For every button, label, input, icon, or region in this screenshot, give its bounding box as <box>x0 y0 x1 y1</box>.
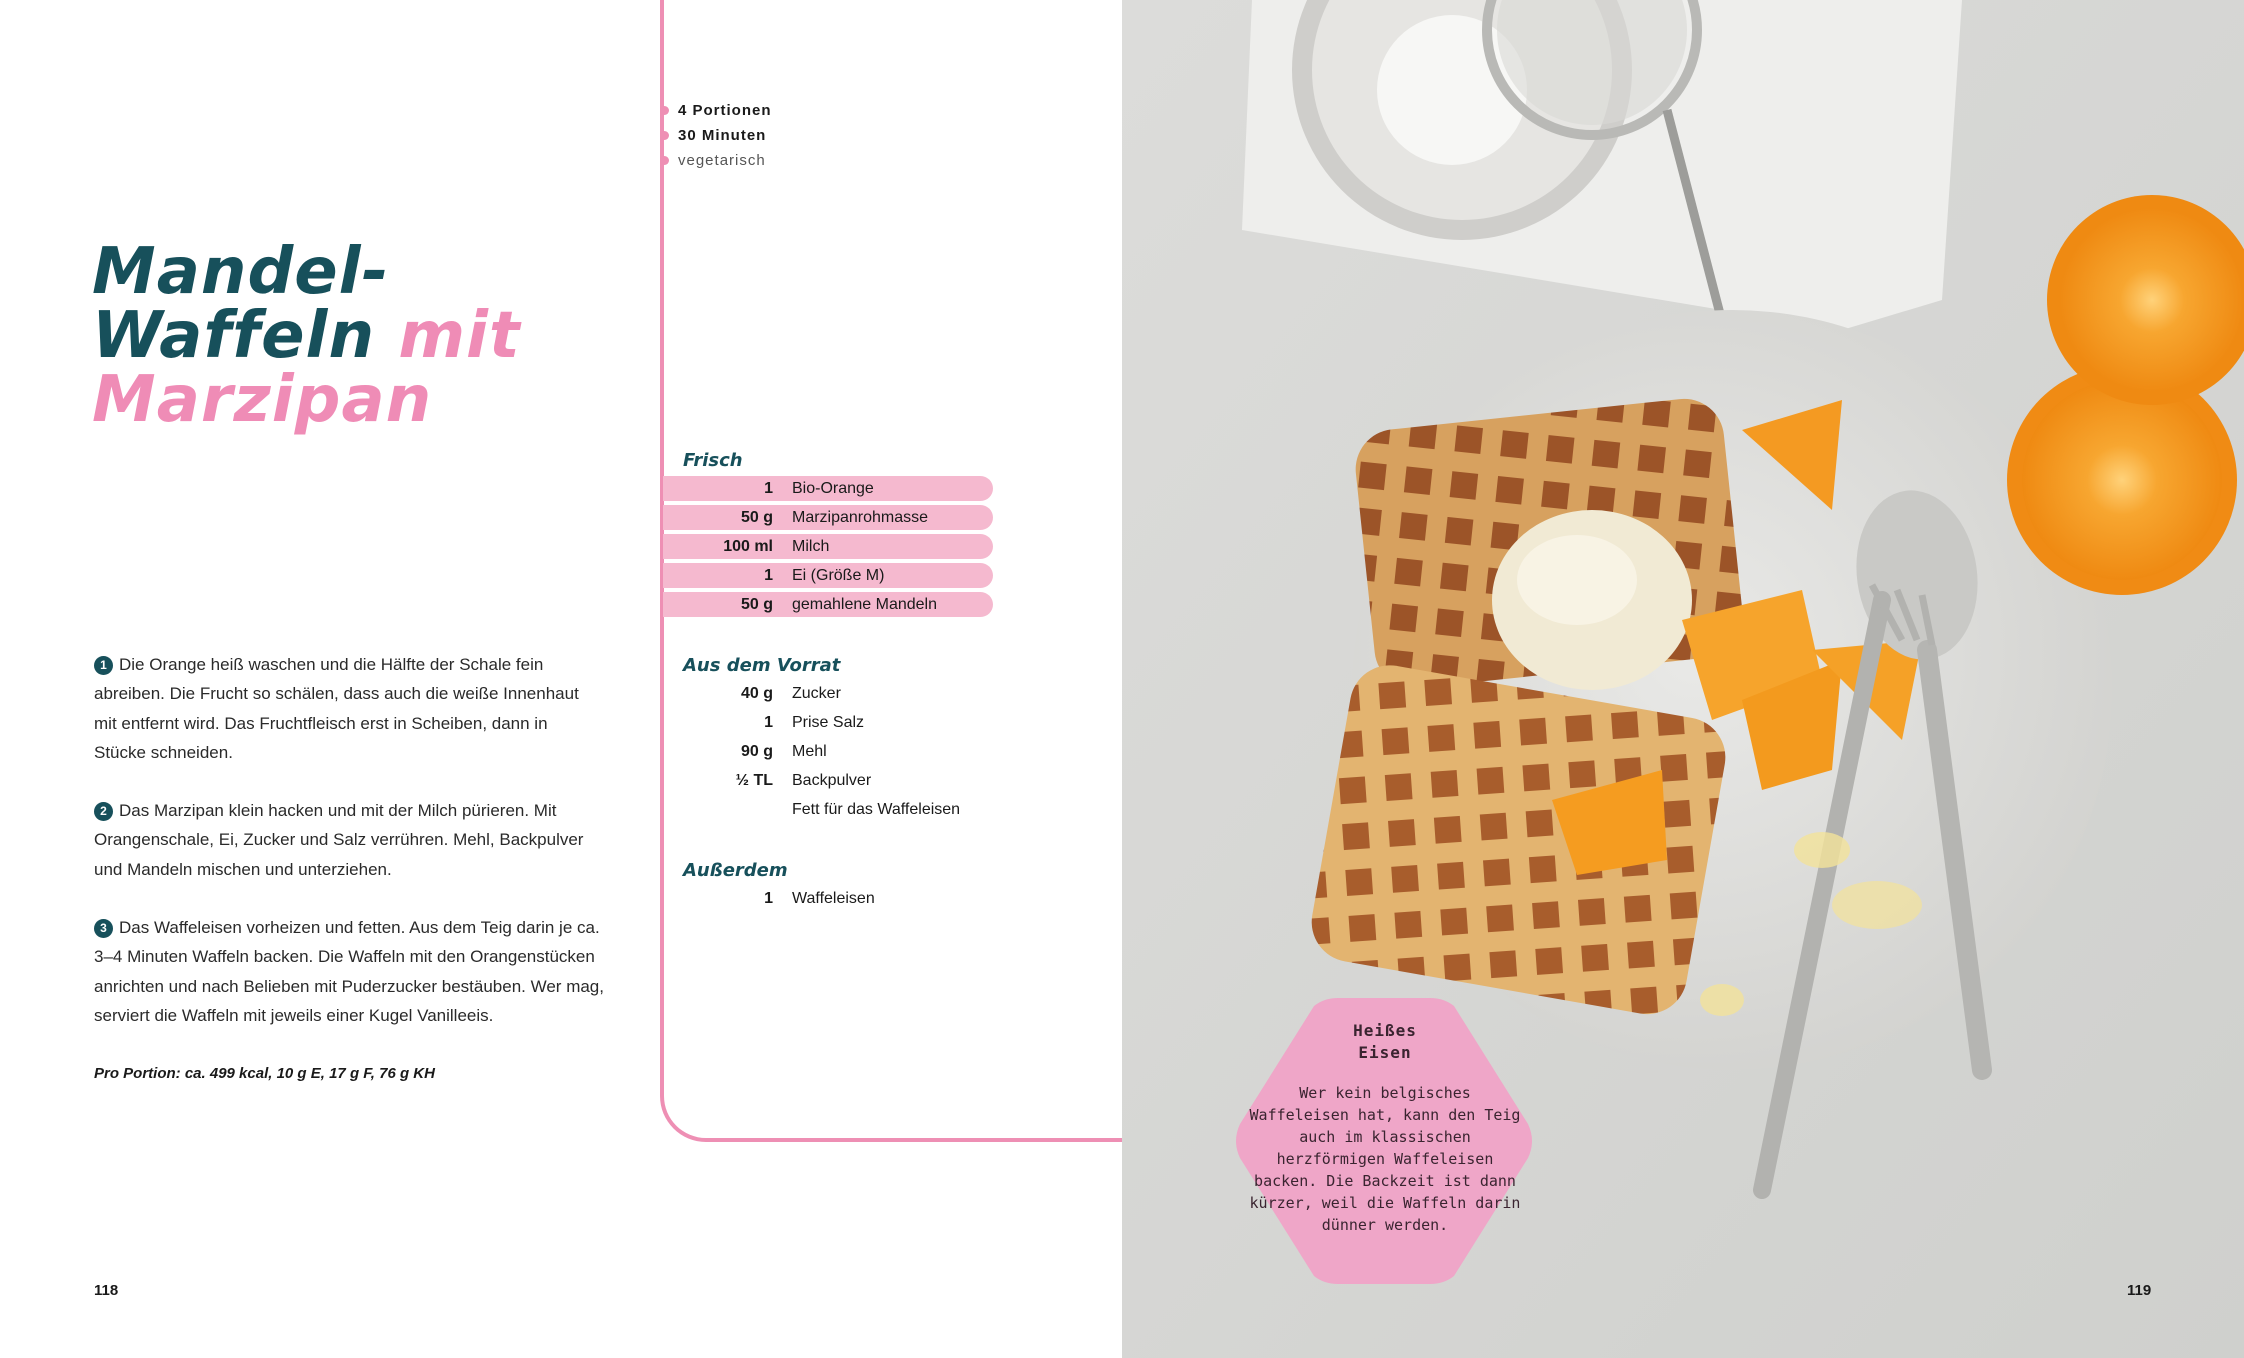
pink-connector-curve <box>660 1040 740 1142</box>
ingredient-row: 1 Prise Salz <box>764 714 865 731</box>
ingredient-row: 90 g Mehl <box>740 743 827 760</box>
tip-title: Heißes Eisen <box>1353 1021 1417 1062</box>
ingredient-row: 40 g Zucker <box>740 685 841 702</box>
section-title-extra: Außerdem <box>683 860 788 881</box>
tip-box <box>1240 1020 1530 1236</box>
section-title-fresh: Frisch <box>683 450 743 471</box>
title-line-3: Marzipan <box>92 363 433 437</box>
ingredient-row: 50 g gemahlene Mandeln <box>663 592 993 617</box>
recipe-meta <box>660 98 772 173</box>
step-number-badge: 3 <box>94 919 113 938</box>
step-1: 1 Die Orange heiß waschen und die Hälfte der Schale fein abreiben. Die Frucht so schälen, dass auch die weiße Innenhaut mit entfernt wird. Das Fruchtfleisch erst in Scheiben, dann in Stücke schneiden. <box>94 655 579 762</box>
step-number-badge: 2 <box>94 802 113 821</box>
step-number-badge: 1 <box>94 656 113 675</box>
ingredient-row: 1 Waffeleisen <box>764 890 875 907</box>
title-line-2a: Waffeln <box>92 299 399 373</box>
bullet-dot-icon <box>660 106 669 115</box>
meta-servings: 4 Portionen <box>660 98 772 123</box>
meta-time: 30 Minuten <box>660 123 772 148</box>
instructions <box>94 650 604 1089</box>
title-line-2b: mit <box>398 299 521 373</box>
recipe-title <box>92 235 521 437</box>
nutrition-info: Pro Portion: ca. 499 kcal, 10 g E, 17 g F, 76 g KH <box>94 1065 435 1083</box>
bullet-dot-icon <box>660 156 669 165</box>
bullet-dot-icon <box>660 131 669 140</box>
page-number-left: 118 <box>94 1282 119 1299</box>
step-3: 3 Das Waffeleisen vorheizen und fetten. Aus dem Teig darin je ca. 3–4 Minuten Waffeln backen. Die Waffeln mit den Orangenstücken anrichten und nach Belieben mit Puderzucker bestäuben. Wer mag, serviert die Waffeln mit jeweils einer Kugel Vanilleeis. <box>94 918 604 1025</box>
ingredient-row: Fett für das Waffeleisen <box>792 801 961 818</box>
ingredient-row: 50 g Marzipanrohmasse <box>663 505 993 530</box>
ingredient-row: ½ TL Backpulver <box>735 772 872 789</box>
page-number-right: 119 <box>2127 1282 2152 1299</box>
step-2: 2 Das Marzipan klein hacken und mit der Milch pürieren. Mit Orangenschale, Ei, Zucker und Salz verrühren. Mehl, Backpulver und Mandeln mischen und unterziehen. <box>94 801 584 879</box>
title-line-1: Mandel- <box>92 235 390 309</box>
ingredient-row: 1 Bio-Orange <box>663 476 993 501</box>
ingredient-row: 1 Ei (Größe M) <box>663 563 993 588</box>
meta-diet: vegetarisch <box>660 148 772 173</box>
tip-body: Wer kein belgisches Waffeleisen hat, kann den Teig auch im klassischen herzförmigen Waffeleisen backen. Die Backzeit ist dann kürzer, weil die Waffeln darin dünner werden. <box>1249 1084 1521 1234</box>
section-title-pantry: Aus dem Vorrat <box>683 655 841 676</box>
ingredients <box>663 446 993 915</box>
ingredient-row: 100 ml Milch <box>663 534 993 559</box>
